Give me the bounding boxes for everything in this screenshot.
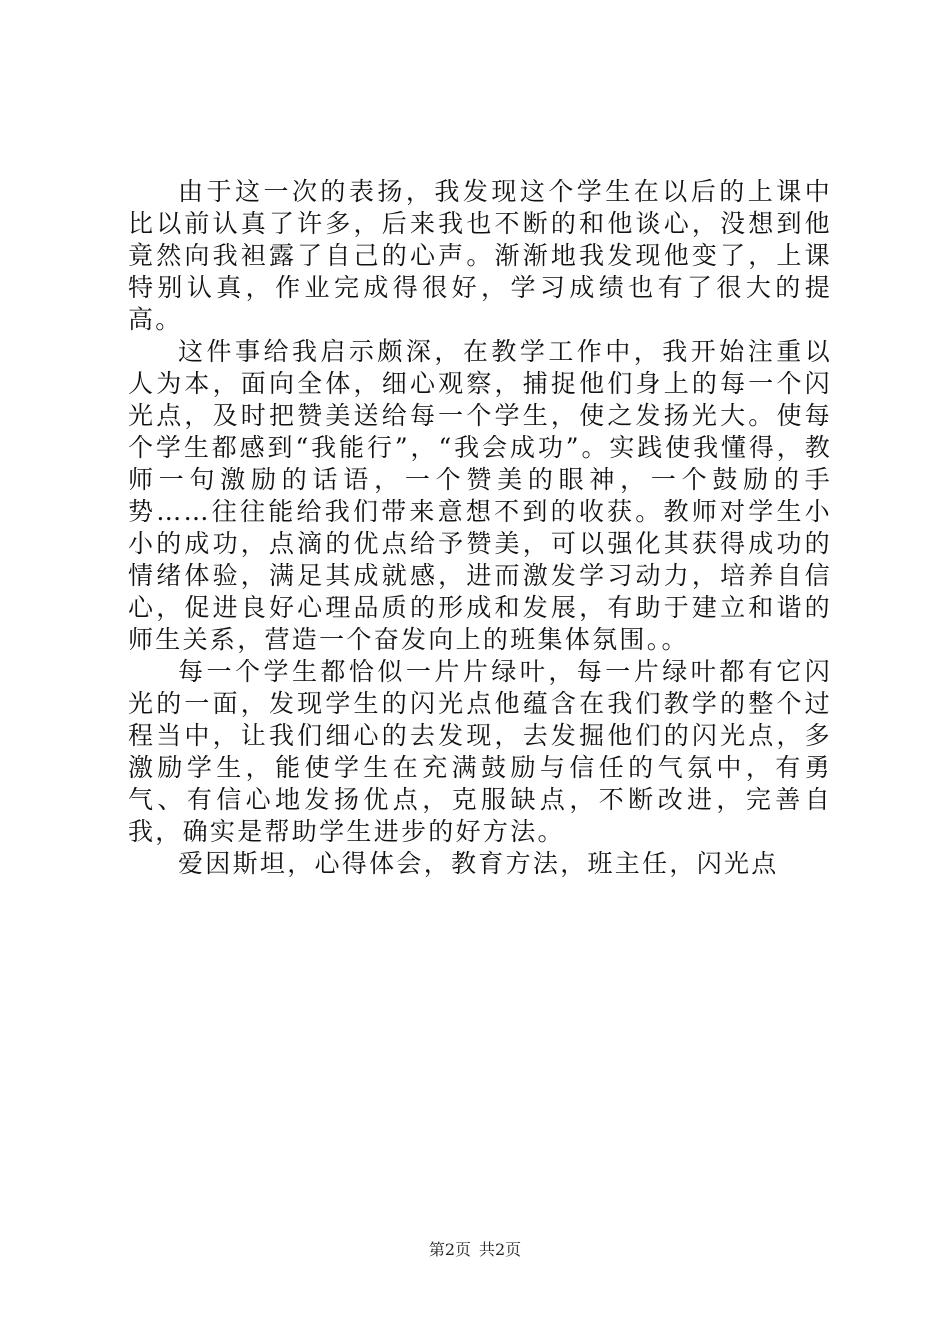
keywords-line: 爱因斯坦，心得体会，教育方法，班主任，闪光点 — [178, 849, 779, 878]
paragraph-2: 这件事给我启示颇深，在教学工作中，我开始注重以人为本，面向全体，细心观察，捕捉他们身上的每一个闪光点，及时把赞美送给每一个学生，使之发扬光大。使每个学生都感到“我能行”，“我会成功”。实践使我懂得，教师一句激励的话语，一个赞美的眼神，一个鼓励的手势……往往能给我们带来意想不到的收获。教师对学生小小的成功，点滴的优点给予赞美，可以强化其获得成功的情绪体验，满足其成就感，进而激发学习动力，培养自信心，促进良好心理品质的形成和发展，有助于建立和谐的师生关系，营造一个奋发向上的班集体氛围。。 — [128, 337, 832, 654]
page-footer — [0, 1240, 950, 1260]
page-total: 共2页 — [479, 1240, 522, 1259]
page-number: 第2页 — [428, 1240, 471, 1259]
paragraph-1: 由于这一次的表扬，我发现这个学生在以后的上课中比以前认真了许多，后来我也不断的和他谈心，没想到他竟然向我袒露了自己的心声。渐渐地我发现他变了，上课特别认真，作业完成得很好，学习成绩也有了很大的提高。 — [128, 177, 832, 334]
paragraph-3: 每一个学生都恰似一片片绿叶，每一片绿叶都有它闪光的一面，发现学生的闪光点他蕴含在我们教学的整个过程当中，让我们细心的去发现，去发掘他们的闪光点，多激励学生，能使学生在充满鼓励与信任的气氛中，有勇气、有信心地发扬优点，克服缺点，不断改进，完善自我，确实是帮助学生进步的好方法。 — [128, 657, 832, 846]
document-body — [128, 176, 832, 880]
